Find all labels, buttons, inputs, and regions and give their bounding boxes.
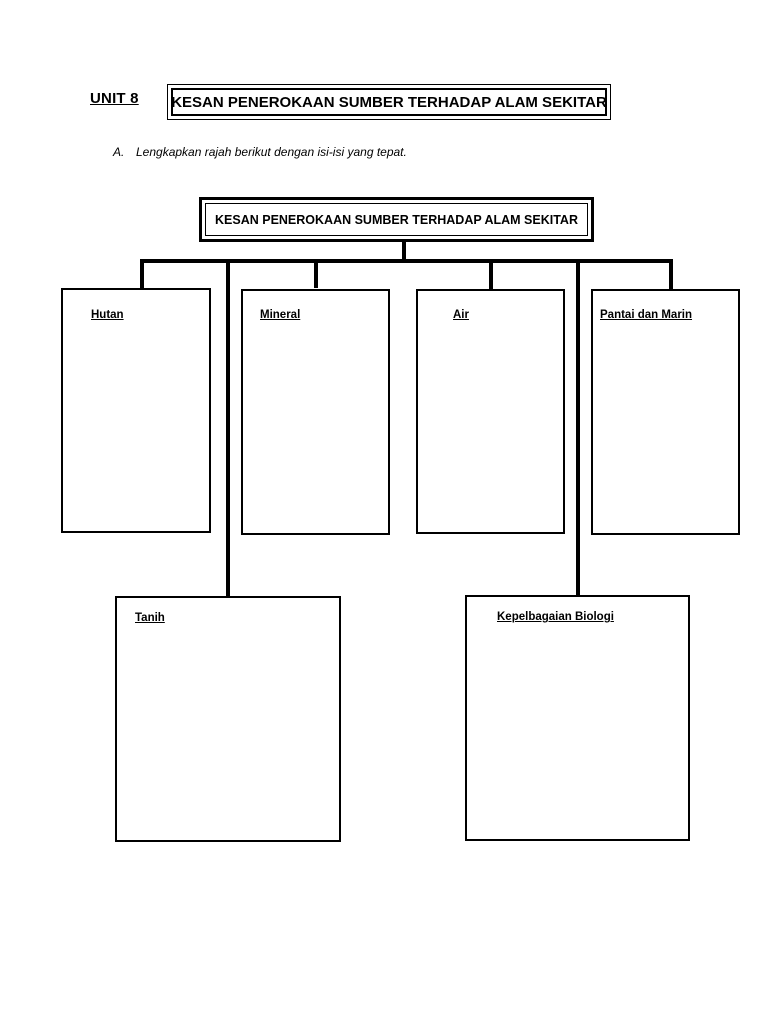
connector-tanih <box>226 259 230 597</box>
category-label-hutan: Hutan <box>91 309 124 321</box>
category-box-air <box>416 289 565 534</box>
category-box-pantai-dan-marin <box>591 289 740 535</box>
category-box-mineral <box>241 289 390 535</box>
instruction-text: Lengkapkan rajah berikut dengan isi-isi yang tepat. <box>136 145 407 159</box>
unit-label: UNIT 8 <box>90 90 139 107</box>
connector-air <box>489 259 493 290</box>
category-label-kepelbagaian-biologi: Kepelbagaian Biologi <box>497 611 614 623</box>
category-label-air: Air <box>453 309 469 321</box>
category-box-kepelbagaian-biologi <box>465 595 690 841</box>
connector-kepelbagaian-biologi <box>576 259 580 596</box>
page-title-frame <box>167 84 611 120</box>
category-box-hutan <box>61 288 211 533</box>
connector-mineral <box>314 259 318 288</box>
connector-pantai-dan-marin <box>669 259 673 290</box>
diagram-root-label: KESAN PENEROKAAN SUMBER TERHADAP ALAM SEKITAR <box>205 203 588 236</box>
category-label-tanih: Tanih <box>135 612 165 624</box>
page-title: KESAN PENEROKAAN SUMBER TERHADAP ALAM SEKITAR <box>171 88 607 116</box>
category-box-tanih <box>115 596 341 842</box>
instruction-letter: A. <box>113 145 125 159</box>
category-label-mineral: Mineral <box>260 309 301 321</box>
category-label-pantai-dan-marin: Pantai dan Marin <box>600 309 693 321</box>
horizontal-connector-line <box>140 259 673 263</box>
connector-hutan <box>140 259 144 289</box>
diagram-root-box <box>199 197 594 242</box>
